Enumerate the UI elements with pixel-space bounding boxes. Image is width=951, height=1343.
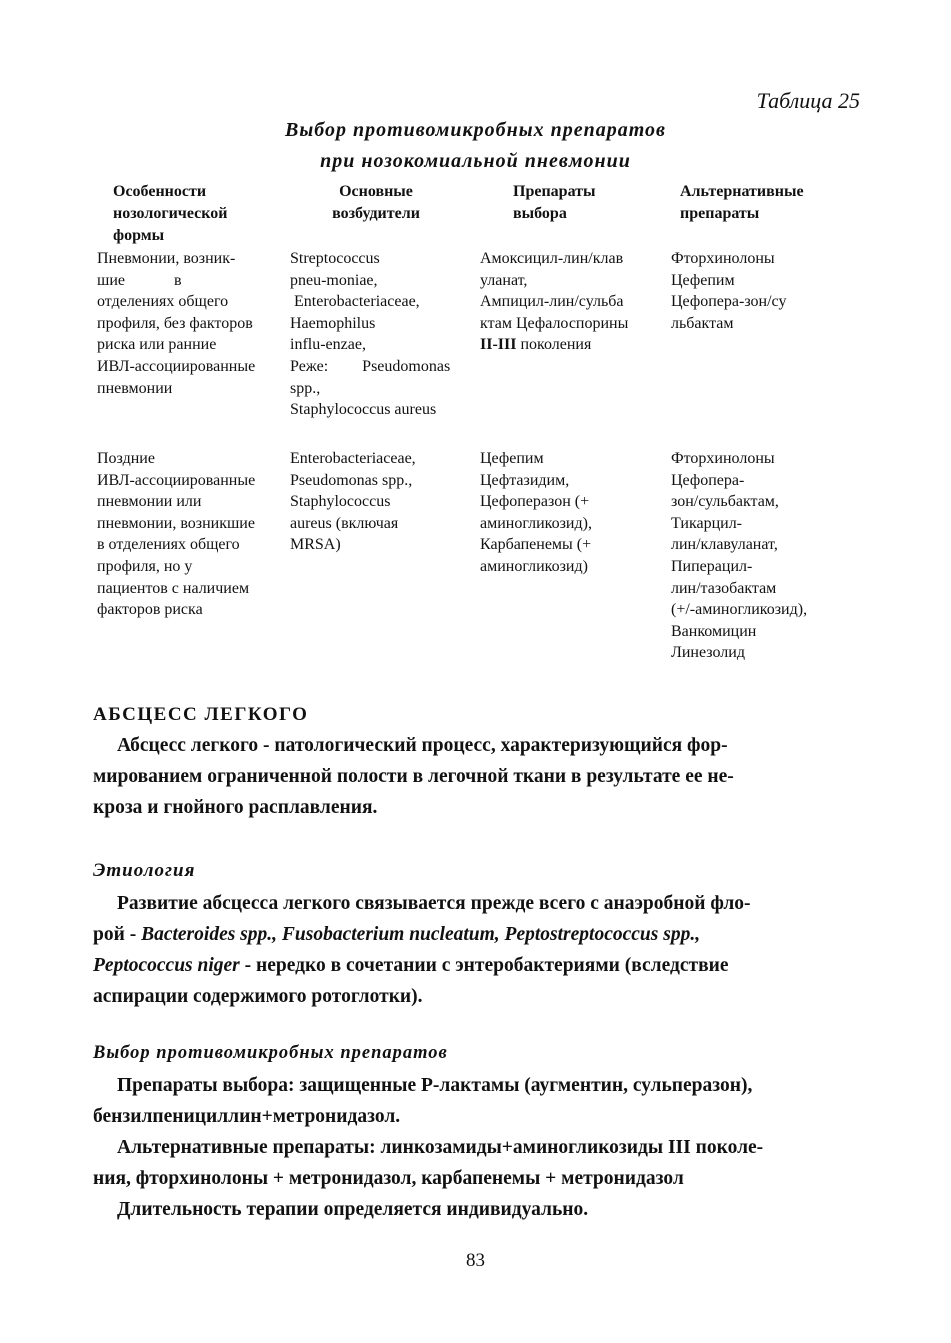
table-row1-first-choice: Амоксицил-лин/клав уланат, Ампицил-лин/сульба ктам Цефалоспорины II-III поколения xyxy=(480,250,629,354)
table-label: Таблица 25 xyxy=(756,88,860,113)
table-row1-pathogens: Streptococcus pneu-moniae, Enterobacteriaceae, Haemophilus influ-enzae, Реже: Pseudomonas spp., Staphylococcus aureus xyxy=(290,250,451,419)
table-row2-form: Поздние ИВЛ-ассоциированные пневмонии или пневмонии, возникшие в отделениях общего профиля, но у пациентов с наличием факторов риска xyxy=(97,450,256,619)
table-row1-alternative: Фторхинолоны Цефепим Цефопера-зон/су льбактам xyxy=(671,250,787,332)
section-title: АБСЦЕСС ЛЕГКОГО xyxy=(93,704,309,725)
table-subtitle: при нозокомиальной пневмонии xyxy=(320,150,631,172)
generation-label: II-III xyxy=(480,336,517,354)
etiology-heading: Этиология xyxy=(93,860,196,881)
table-row2-alternative: Фторхинолоны Цефопера- зон/сульбактам, Тикарцил- лин/клавуланат, Пиперацил- лин/тазобактам (+/-аминогликозид), Ванкомицин Линезолид xyxy=(671,450,808,662)
pathogen-name: Peptococcus niger xyxy=(93,955,240,976)
drug-choice-heading: Выбор противомикробных препаратов xyxy=(93,1043,448,1063)
definition-paragraph: Абсцесс легкого - патологический процесс, характеризующийся фор- мированием ограниченной полости в легочной ткани в результате ее не- кроза и гнойного расплавления. xyxy=(93,735,734,818)
table-row1-form: Пневмонии, возник- шие в отделениях общего профиля, без факторов риска или ранние ИВЛ-ассоциированные пневмонии xyxy=(97,250,256,397)
page-number: 83 xyxy=(466,1250,485,1271)
pathogen-names: Bacteroides spp., Fusobacterium nucleatum, Peptostreptococcus spp., xyxy=(141,924,701,945)
table-row2-first-choice: Цефепим Цефтазидим, Цефоперазон (+ аминогликозид), Карбапенемы (+ аминогликозид) xyxy=(480,450,592,575)
table-header-form: Особенности нозологической формы xyxy=(113,183,228,244)
table-row2-pathogens: Enterobacteriaceae, Pseudomonas spp., Staphylococcus aureus (включая MRSA) xyxy=(290,450,416,554)
table-title: Выбор противомикробных препаратов xyxy=(285,119,666,141)
table-header-pathogens: Основные возбудители xyxy=(332,183,420,222)
table-header-alternative: Альтернативные препараты xyxy=(680,183,804,222)
etiology-paragraph: Развитие абсцесса легкого связывается прежде всего с анаэробной фло- рой - Bacteroides spp., Fusobacterium nucleatum, Peptostreptococcus spp., Peptococcus niger - нередко в сочетании с энтеробактериями (вследствие аспирации содержимого ротоглотки). xyxy=(93,893,751,1007)
drug-choice-paragraph: Препараты выбора: защищенные Р-лактамы (аугментин, сульперазон), бензилпенициллин+метронидазол. Альтернативные препараты: линкозамиды+аминогликозиды III поколе- ния, фторхинолоны + метронидазол, карбапенемы + метронидазол Длительность терапии определяется индивидуально. xyxy=(93,1075,764,1220)
table-header-first-choice: Препараты выбора xyxy=(513,183,596,222)
